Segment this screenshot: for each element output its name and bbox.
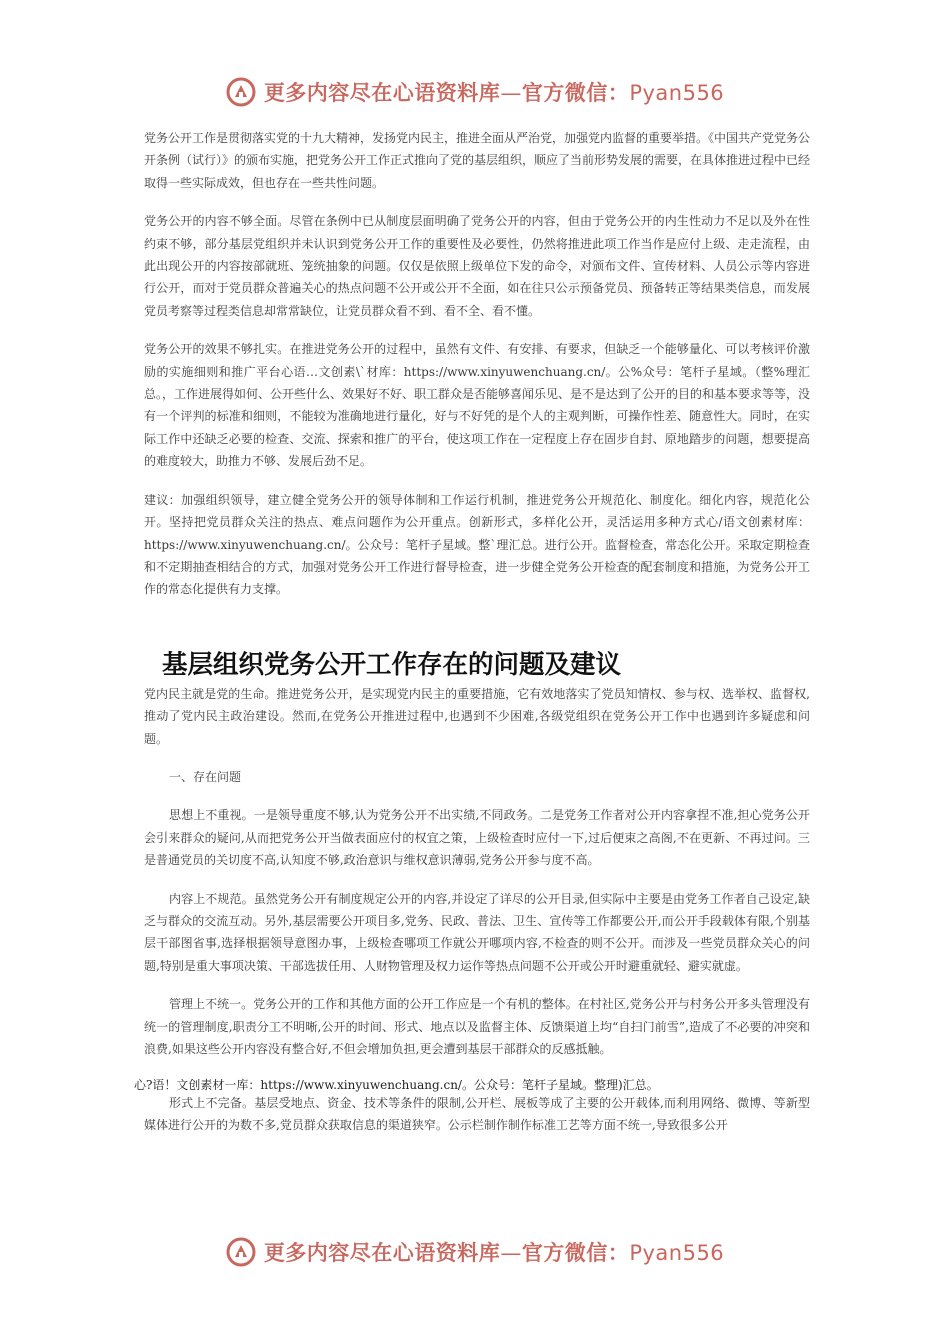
banner-suffix: 官方微信： (521, 81, 630, 105)
section-title: 一、存在问题 (169, 769, 242, 784)
paragraph: 形式上不完备。基层受地点、资金、技术等条件的限制,公开栏、展板等成了主要的公开载体,而利用网络、微博、等新型媒体进行公开的为数不多,党员群众获取信息的渠道狭窄。公示栏制作制作标准工艺等方面不统一,导致很多公开 (144, 1096, 810, 1133)
banner-text (264, 1237, 724, 1267)
banner-text (264, 77, 724, 107)
logo-icon (226, 77, 256, 107)
logo-icon (226, 1237, 256, 1267)
paragraph: 党务公开工作是贯彻落实党的十九大精神，发扬党内民主，推进全面从严治党，加强党内监督的重要举措。《中国共产党党务公开条例（试行）》的颁布实施，把党务公开工作正式推向了党的基层组织，顺应了当前形势发展的需要，在具体推进过程中已经取得一些实际成效，但也存在一些共性问题。 (144, 131, 811, 190)
banner-title: 更多内容尽在心语资料库 (263, 81, 501, 105)
last-paragraph-block (144, 1092, 810, 1137)
intro-paragraph: 党内民主就是党的生命。推进党务公开，是实现党内民主的重要措施，它有效地落实了党员知情权、参与权、选举权、监督权,推动了党内民主政治建设。然而,在党务公开推进过程中,也遇到不少困难,各级党组织在党务公开工作中也遇到许多疑虑和问题。 (144, 686, 810, 746)
document-body (144, 127, 810, 1060)
banner-dash: — (500, 81, 522, 105)
banner-dash: — (500, 1241, 522, 1265)
banner-handle: Pyan556 (629, 1241, 725, 1265)
banner-handle: Pyan556 (629, 81, 725, 105)
paragraph: 思想上不重视。一是领导重度不够,认为党务公开不出实绩,不同政务。二是党务工作者对公开内容拿捏不准,担心党务公开会引来群众的疑问,从而把党务公开当做表面应付的权宜之策，上级检查时应付一下,过后便束之高阁,不在更新、不再过问。三是普通党员的关切度不高,认知度不够,政治意识与维权意识薄弱,党务公开参与度不高。 (144, 808, 810, 868)
paragraph: 党务公开的内容不够全面。尽管在条例中已从制度层面明确了党务公开的内容，但由于党务公开的内生性动力不足以及外在性约束不够，部分基层党组织并未认识到党务公开工作的重要性及必要性，仍然将推进此项工作当作是应付上级、走走流程，由此出现公开的内容按部就班、笼统抽象的问题。仅仅是依照上级单位下发的命令，对颁布文件、宣传材料、人员公示等内容进行公开，而对于党员群众普遍关心的热点问题不公开或公开不全面，如在往只公示预备党员、预备转正等结果类信息，而发展党员考察等过程类信息却常常缺位，让党员群众看不到、看不全、看不懂。 (144, 214, 810, 318)
banner-suffix: 官方微信： (521, 1241, 630, 1265)
paragraph: 建议：加强组织领导，建立健全党务公开的领导体制和工作运行机制，推进党务公开规范化、制度化。细化内容，规范化公开。坚持把党员群众关注的热点、难点问题作为公开重点。创新形式，多样化公开，灵活运用多种方式心/语文创素材库：https://www.xinyuwenchuang.cn/。公众号：笔杆子星域。整`理汇总。进行公开。监督检查，常态化公开。采取定期检查和不定期抽查相结合的方式，加强对党务公开工作进行督导检查，进一步健全党务公开检查的配套制度和措施，为党务公开工作的常态化提供有力支撑。 (144, 492, 810, 597)
paragraph: 内容上不规范。虽然党务公开有制度规定公开的内容,并设定了详尽的公开目录,但实际中主要是由党务工作者自己设定,缺乏与群众的交流互动。另外,基层需要公开项目多,党务、民政、普法、卫生、宣传等工作都要公开,而公开手段载体有限,个别基层干部图省事,选择根据领导意图办事，上级检查哪项工作就公开哪项内容,不检查的则不公开。而涉及一些党员群众关心的问题,特别是重大事项决策、干部选拔任用、人财物管理及权力运作等热点问题不公开或公开时避重就轻、避实就虚。 (144, 891, 810, 973)
footer-banner (0, 1232, 950, 1272)
paragraph: 管理上不统一。党务公开的工作和其他方面的公开工作应是一个有机的整体。在村社区,党务公开与村务公开多头管理没有统一的管理制度,职责分工不明晰,公开的时间、形式、地点以及监督主体、反馈渠道上均“自扫门前雪”,造成了不必要的冲突和浪费,如果这些公开内容没有整合好,不但会增加负担,更会遭到基层干部群众的反感抵触。 (144, 997, 810, 1056)
banner-title: 更多内容尽在心语资料库 (263, 1241, 501, 1265)
watermark-line: 心?语！文创素材一库：https://www.xinyuwenchuang.cn/。公众号：笔杆子星域。整理)汇总。 (134, 1078, 659, 1092)
header-banner (0, 72, 950, 112)
paragraph: 党务公开的效果不够扎实。在推进党务公开的过程中，虽然有文件、有安排、有要求，但缺乏一个能够量化、可以考核评价激励的实施细则和推广平台心语…文创素\`材库：https://www.xinyuwenchuang.cn/。公%众号：笔杆子星域。（整%理汇总。，工作进展得如何、公开些什么、效果好不好、职工群众是否能够喜闻乐见、是不是达到了公开的目的和基本要求等等，没有一个评判的标准和细则，不能较为准确地进行量化，好与不好凭的是个人的主观判断，可操作性差、随意性大。同时，在实际工作中还缺乏必要的检查、交流、探索和推广的平台，使这项工作在一定程度上存在固步自封、原地踏步的问题，想要提高的难度较大，助推力不够、发展后劲不足。 (144, 342, 811, 469)
article-heading: 基层组织党务公开工作存在的问题及建议 (162, 649, 622, 680)
